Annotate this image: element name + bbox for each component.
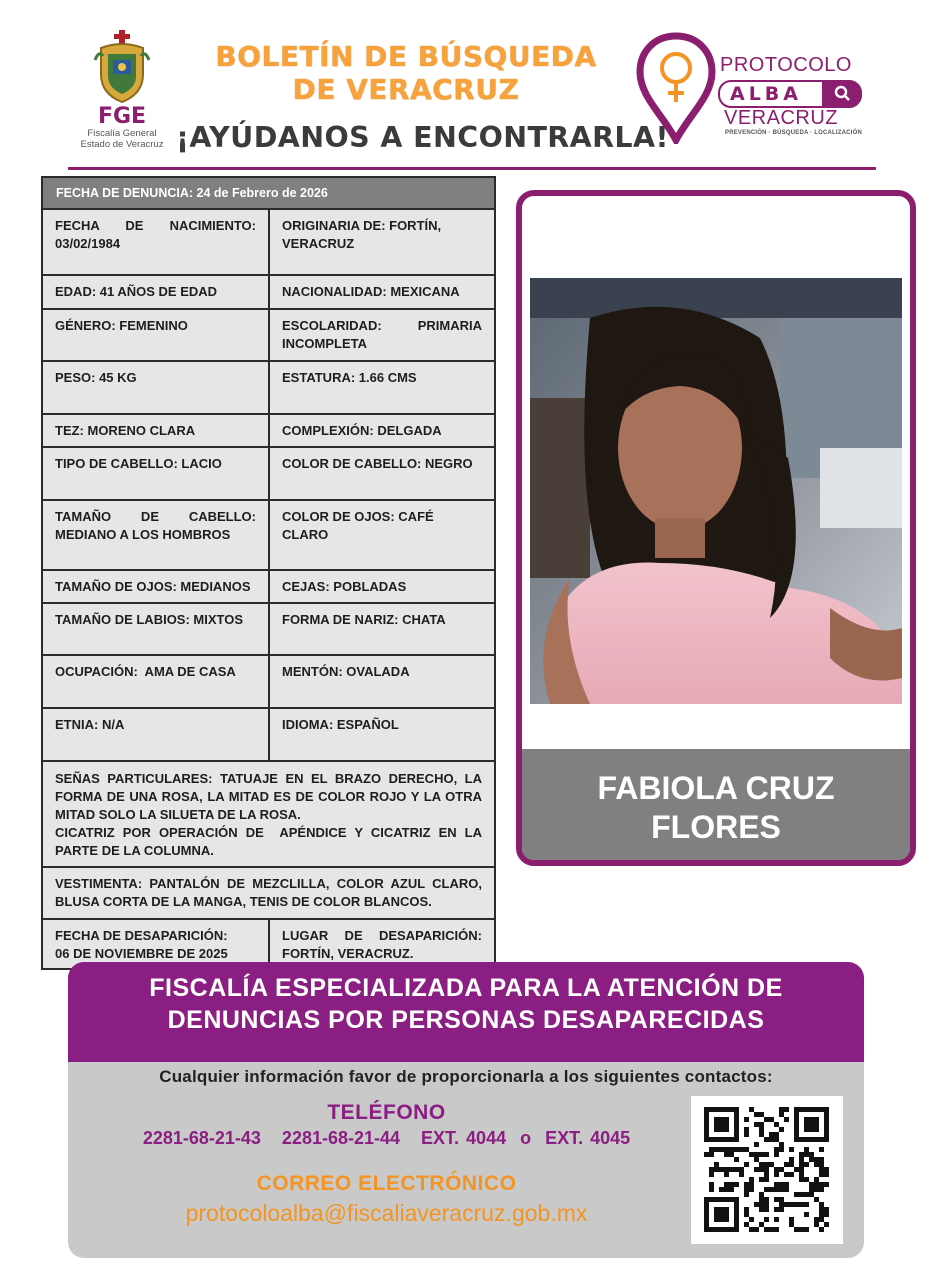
education: ESCOLARIDAD: PRIMARIA INCOMPLETA	[282, 318, 482, 351]
fge-logo	[72, 30, 172, 150]
qr-code[interactable]	[691, 1096, 843, 1244]
qr-code-icon	[691, 1096, 843, 1244]
eye-color: COLOR DE OJOS: CAFÉ CLARO	[282, 509, 434, 542]
table-row	[43, 920, 494, 968]
age: EDAD: 41 AÑOS DE EDAD	[43, 276, 270, 308]
build: COMPLEXIÓN: DELGADA	[282, 423, 442, 438]
eye-size: TAMAÑO DE OJOS: MEDIANOS	[43, 571, 270, 602]
protocolo-alba-logo	[636, 32, 866, 144]
protocol-tagline: PREVENCIÓN · BÚSQUEDA · LOCALIZACIÓN	[725, 130, 862, 136]
table-row	[43, 709, 494, 762]
height: ESTATURA: 1.66 CMS	[282, 370, 417, 385]
location-pin-female-icon	[636, 32, 716, 144]
chin: MENTÓN: OVALADA	[282, 664, 410, 679]
person-name	[522, 769, 910, 847]
agency-abbr: FGE	[97, 104, 147, 129]
eyebrows: CEJAS: POBLADAS	[282, 579, 407, 594]
person-details-table	[41, 176, 496, 970]
table-row	[43, 571, 494, 604]
phone-numbers[interactable]: 2281-68-21-43 2281-68-21-44 EXT. 4044 o EXT. 4045	[142, 1128, 631, 1148]
table-row	[43, 604, 494, 656]
hair-type: TIPO DE CABELLO: LACIO	[43, 448, 270, 499]
gender: GÉNERO: FEMENINO	[43, 310, 270, 360]
missing-person-card	[516, 190, 916, 866]
agency-name-line2: Estado de Veracruz	[80, 139, 164, 150]
disappearance-date	[43, 920, 270, 968]
language: IDIOMA: ESPAÑOL	[282, 717, 399, 732]
table-row	[43, 868, 494, 920]
nose-shape: FORMA DE NARIZ: CHATA	[282, 612, 446, 627]
table-row	[43, 762, 494, 868]
occupation: OCUPACIÓN: AMA DE CASA	[43, 656, 270, 707]
marks-scars: CICATRIZ POR OPERACIÓN DE APÉNDICE Y CICATRIZ EN LA PARTE DE LA COLUMNA.	[55, 825, 486, 858]
bulletin-title	[190, 40, 622, 106]
missing-person-photo	[530, 278, 902, 704]
disappearance-date-label: FECHA DE DESAPARICIÓN:	[55, 928, 228, 943]
email-title: CORREO ELECTRÓNICO	[256, 1172, 517, 1195]
clothing: VESTIMENTA: PANTALÓN DE MEZCLILLA, COLOR AZUL CLARO, BLUSA CORTA DE LA MANGA, TENIS DE COLOR BLANCOS.	[55, 876, 482, 909]
phone-title: TELÉFONO	[327, 1101, 446, 1124]
table-row	[43, 310, 494, 362]
search-icon	[822, 80, 862, 108]
protocol-word: PROTOCOLO	[720, 54, 852, 76]
table-row	[43, 276, 494, 310]
table-row	[43, 448, 494, 501]
report-date: FECHA DE DENUNCIA: 24 de Febrero de 2026	[43, 178, 494, 210]
agency-band	[68, 962, 864, 1062]
table-row	[43, 210, 494, 276]
table-row	[43, 362, 494, 415]
person-name-band	[522, 749, 910, 866]
agency-title-line2: DENUNCIAS POR PERSONAS DESAPARECIDAS	[167, 1006, 765, 1034]
alba-word: ALBA	[730, 83, 802, 105]
bulletin-title-line2: DE VERACRUZ	[292, 73, 520, 106]
agency-title	[68, 972, 864, 1036]
email-address[interactable]: protocoloalba@fiscaliaveracruz.gob.mx	[185, 1200, 588, 1226]
origin: ORIGINARIA DE: FORTÍN, VERACRUZ	[282, 218, 442, 251]
birth-date: FECHA DE NACIMIENTO: 03/02/1984	[43, 210, 270, 274]
ethnicity: ETNIA: N/A	[43, 709, 270, 760]
help-find-her-title: ¡AYÚDANOS A ENCONTRARLA!	[176, 121, 669, 154]
header-divider	[68, 167, 876, 170]
person-name-line2: FLORES	[651, 809, 781, 845]
skin-tone: TEZ: MORENO CLARA	[43, 415, 270, 446]
hair-length: TAMAÑO DE CABELLO: MEDIANO A LOS HOMBROS	[43, 501, 270, 569]
distinguishing-marks	[43, 762, 494, 866]
alba-badge	[718, 80, 862, 108]
disappearance-place: LUGAR DE DESAPARICIÓN: FORTÍN, VERACRUZ.	[282, 928, 482, 961]
disappearance-date-value: 06 DE NOVIEMBRE DE 2025	[55, 946, 228, 961]
veracruz-word: VERACRUZ	[724, 107, 839, 129]
table-row	[43, 415, 494, 448]
table-row	[43, 501, 494, 571]
state-crest-icon	[91, 30, 153, 104]
agency-title-line1: FISCALÍA ESPECIALIZADA PARA LA ATENCIÓN DE	[149, 974, 783, 1002]
marks-tattoo: SEÑAS PARTICULARES: TATUAJE EN EL BRAZO DERECHO, LA FORMA DE UNA ROSA, LA MITAD ES DE COLOR ROJO Y LA OTRA MITAD SOLO LA SILUETA DE LA ROSA.	[55, 771, 482, 822]
contact-intro: Cualquier información favor de proporcionarla a los siguientes contactos:	[159, 1067, 773, 1086]
hair-color: COLOR DE CABELLO: NEGRO	[282, 456, 473, 471]
agency-name-line1: Fiscalía General	[87, 128, 157, 139]
person-name-line1: FABIOLA CRUZ	[597, 770, 835, 806]
weight: PESO: 45 KG	[43, 362, 270, 413]
table-row	[43, 656, 494, 709]
nationality: NACIONALIDAD: MEXICANA	[282, 284, 460, 299]
lip-size: TAMAÑO DE LABIOS: MIXTOS	[43, 604, 270, 654]
bulletin-title-line1: BOLETÍN DE BÚSQUEDA	[215, 40, 597, 73]
